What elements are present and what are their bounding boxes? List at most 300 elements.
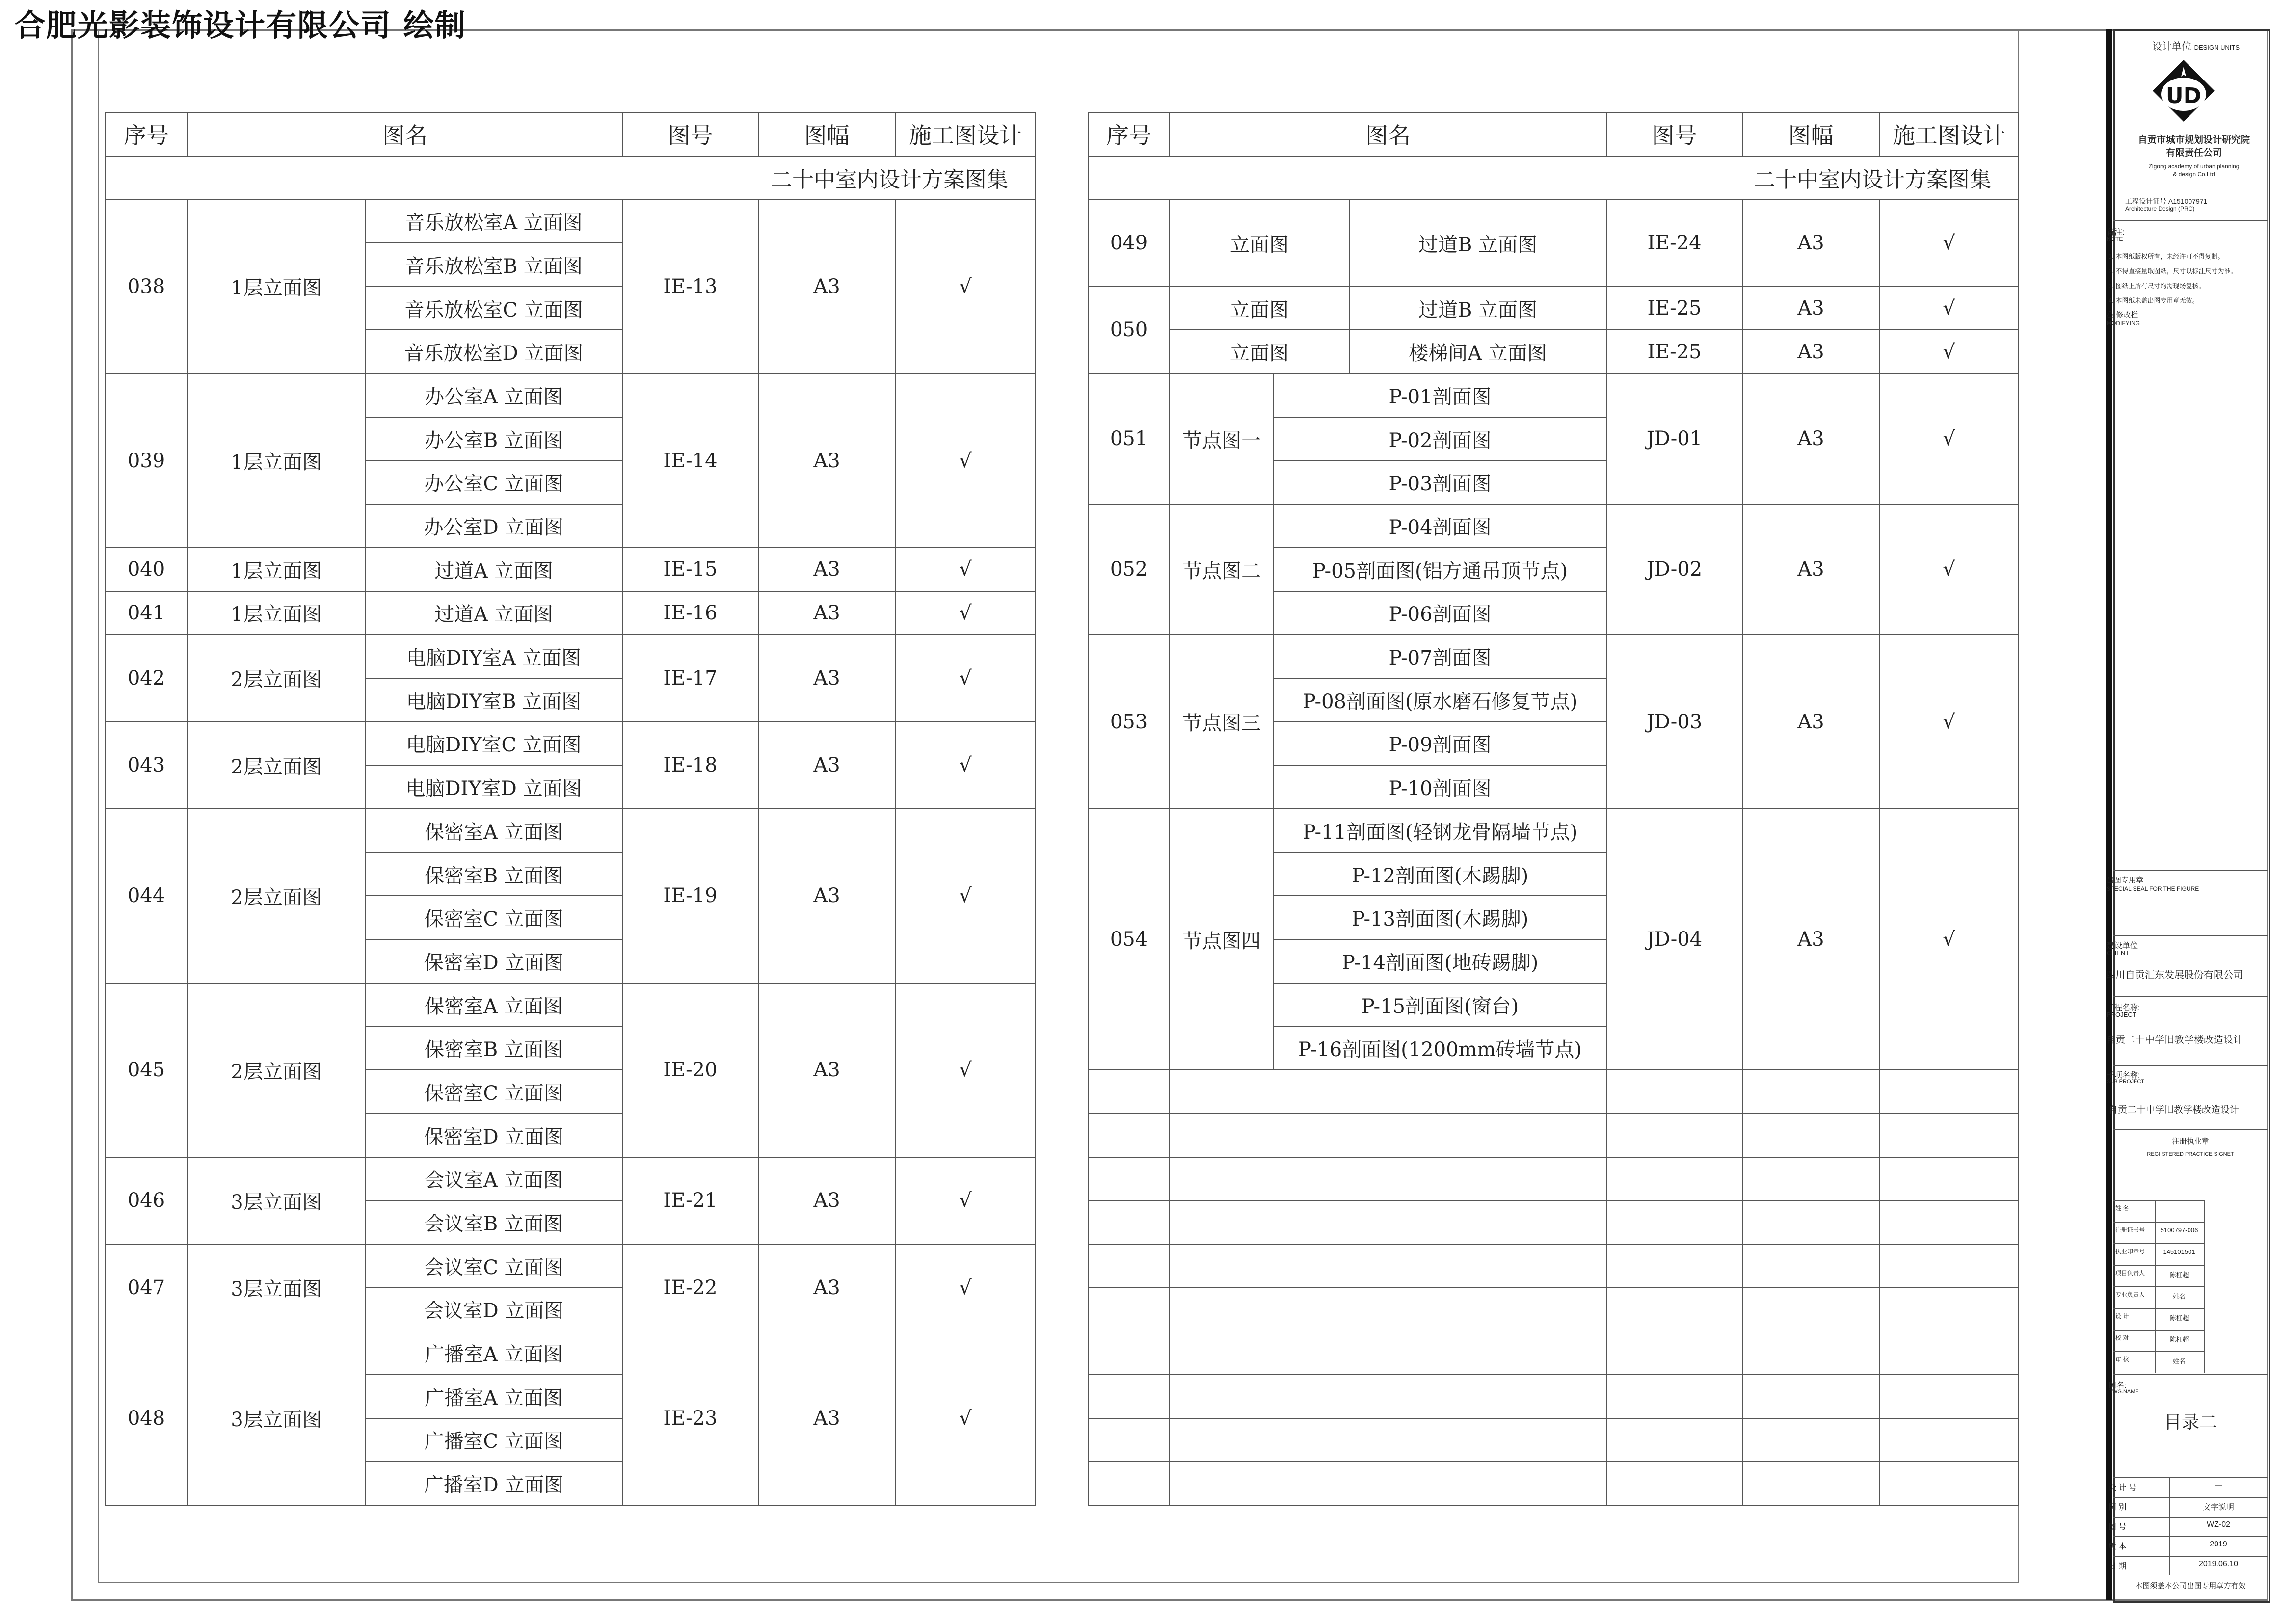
row-check: √ bbox=[895, 373, 1036, 548]
row-size: A3 bbox=[758, 548, 895, 591]
row-number: 051 bbox=[1088, 373, 1170, 504]
empty-cell bbox=[1088, 1418, 1170, 1462]
row-number: 047 bbox=[105, 1244, 187, 1331]
table-row bbox=[1088, 330, 2019, 373]
row-drawing-name: 会议室A 立面图 bbox=[365, 1157, 622, 1201]
table-row bbox=[105, 1157, 1036, 1201]
sig-value: 陈杠超 bbox=[2169, 1336, 2189, 1343]
header-name: 图名 bbox=[1170, 112, 1606, 156]
sig-value: 陈杠超 bbox=[2169, 1271, 2189, 1278]
empty-cell bbox=[1170, 1200, 1606, 1244]
table-row bbox=[105, 1244, 1036, 1288]
row-code: IE-17 bbox=[622, 635, 758, 721]
info-label: 图 别 bbox=[2109, 1503, 2127, 1512]
row-code: JD-01 bbox=[1606, 373, 1742, 504]
certificate-en: Architecture Design (PRC) bbox=[2125, 205, 2195, 212]
row-size: A3 bbox=[1742, 373, 1879, 504]
row-number: 039 bbox=[105, 373, 187, 548]
info-value: 2019 bbox=[2210, 1540, 2227, 1548]
row-drawing-name: 保密室B 立面图 bbox=[365, 852, 622, 896]
drawing-name-label: 图名: bbox=[2109, 1382, 2127, 1390]
row-drawing-name: P-01剖面图 bbox=[1274, 373, 1606, 417]
row-drawing-name: 过道B 立面图 bbox=[1349, 287, 1606, 330]
empty-cell bbox=[1879, 1462, 2019, 1505]
table-row bbox=[105, 983, 1036, 1027]
row-drawing-name: 楼梯间A 立面图 bbox=[1349, 330, 1606, 373]
row-size: A3 bbox=[758, 591, 895, 635]
info-value: 文字说明 bbox=[2202, 1503, 2234, 1512]
table-row bbox=[1088, 504, 2019, 548]
row-category: 3层立面图 bbox=[187, 1331, 365, 1505]
row-drawing-name: 保密室A 立面图 bbox=[365, 983, 622, 1027]
empty-row bbox=[1088, 1244, 2019, 1288]
row-drawing-name: P-02剖面图 bbox=[1274, 417, 1606, 461]
row-check: √ bbox=[1879, 635, 2019, 809]
row-drawing-name: 会议室D 立面图 bbox=[365, 1288, 622, 1331]
set-title: 二十中室内设计方案图集 bbox=[105, 156, 1036, 200]
row-code: IE-18 bbox=[622, 722, 758, 809]
header-design: 施工图设计 bbox=[1879, 112, 2019, 156]
institute-name-en: Zigong academy of urban planning bbox=[2148, 163, 2240, 170]
design-unit-label: 设计单位 DESIGN UNITS bbox=[2152, 41, 2240, 52]
notes-label-en: NOTE bbox=[2107, 236, 2123, 242]
tb-divider bbox=[2113, 996, 2268, 997]
row-category: 节点图二 bbox=[1170, 504, 1274, 635]
client-label-en: CLIENT bbox=[2107, 949, 2130, 957]
row-drawing-name: 过道A 立面图 bbox=[365, 591, 622, 635]
row-drawing-name: 过道B 立面图 bbox=[1349, 199, 1606, 286]
empty-cell bbox=[1742, 1288, 1879, 1331]
seal-label: 出图专用章 bbox=[2107, 876, 2144, 884]
table-row bbox=[1088, 373, 2019, 417]
table-row bbox=[105, 722, 1036, 766]
sig-value: 5100797-006 bbox=[2160, 1226, 2198, 1234]
registration-label: 注册执业章 bbox=[2172, 1137, 2209, 1145]
empty-cell bbox=[1879, 1244, 2019, 1288]
table-row bbox=[105, 591, 1036, 635]
table-row bbox=[105, 1331, 1036, 1375]
header-design: 施工图设计 bbox=[895, 112, 1036, 156]
sig-value: 陈杠超 bbox=[2169, 1314, 2189, 1322]
set-title-row bbox=[105, 156, 1036, 200]
note-line: 1. 本图纸版权所有，未经许可不得复制。 bbox=[2109, 253, 2224, 260]
row-drawing-name: P-16剖面图(1200mm砖墙节点) bbox=[1274, 1026, 1606, 1070]
row-category: 2层立面图 bbox=[187, 983, 365, 1157]
row-drawing-name: P-03剖面图 bbox=[1274, 461, 1606, 505]
row-check: √ bbox=[895, 548, 1036, 591]
sig-row-divider bbox=[2113, 1330, 2204, 1331]
drawing-name: 目录二 bbox=[2163, 1412, 2217, 1433]
row-number: 052 bbox=[1088, 504, 1170, 635]
row-number: 054 bbox=[1088, 809, 1170, 1070]
info-label: 图 号 bbox=[2109, 1523, 2127, 1531]
institute-name: 自贡市城市规划设计研究院 bbox=[2137, 135, 2250, 145]
row-code: IE-23 bbox=[622, 1331, 758, 1505]
row-number: 040 bbox=[105, 548, 187, 591]
empty-cell bbox=[1879, 1157, 2019, 1201]
empty-cell bbox=[1742, 1331, 1879, 1375]
info-row-divider bbox=[2113, 1536, 2268, 1537]
row-code: IE-25 bbox=[1606, 330, 1742, 373]
row-size: A3 bbox=[1742, 504, 1879, 635]
row-size: A3 bbox=[758, 1331, 895, 1505]
sig-value: — bbox=[2176, 1205, 2183, 1212]
row-drawing-name: 办公室D 立面图 bbox=[365, 504, 622, 548]
project-label-en: PROJECT bbox=[2107, 1011, 2136, 1018]
empty-row bbox=[1088, 1462, 2019, 1505]
row-category: 1层立面图 bbox=[187, 548, 365, 591]
row-code: IE-16 bbox=[622, 591, 758, 635]
sig-col-divider bbox=[2155, 1200, 2156, 1373]
table-row bbox=[105, 199, 1036, 243]
empty-cell bbox=[1879, 1070, 2019, 1114]
row-drawing-name: 音乐放松室A 立面图 bbox=[365, 199, 622, 243]
header-code: 图号 bbox=[1606, 112, 1742, 156]
set-title: 二十中室内设计方案图集 bbox=[1088, 156, 2019, 200]
row-size: A3 bbox=[758, 983, 895, 1157]
sig-label: 设 计 bbox=[2115, 1313, 2129, 1320]
header-code: 图号 bbox=[622, 112, 758, 156]
row-code: IE-20 bbox=[622, 983, 758, 1157]
row-category: 2层立面图 bbox=[187, 635, 365, 721]
row-check: √ bbox=[895, 199, 1036, 373]
subproject-name: 自贡二十中学旧教学楼改造设计 bbox=[2109, 1105, 2240, 1115]
row-category: 1层立面图 bbox=[187, 591, 365, 635]
empty-cell bbox=[1606, 1331, 1742, 1375]
row-drawing-name: 办公室C 立面图 bbox=[365, 461, 622, 505]
empty-cell bbox=[1742, 1244, 1879, 1288]
row-category: 3层立面图 bbox=[187, 1157, 365, 1244]
table-row bbox=[1088, 287, 2019, 330]
info-value: 2019.06.10 bbox=[2198, 1560, 2239, 1568]
empty-cell bbox=[1879, 1418, 2019, 1462]
empty-cell bbox=[1606, 1375, 1742, 1418]
header-size: 图幅 bbox=[1742, 112, 1879, 156]
row-drawing-name: 电脑DIY室C 立面图 bbox=[365, 722, 622, 766]
row-drawing-name: 过道A 立面图 bbox=[365, 548, 622, 591]
info-row-divider bbox=[2113, 1517, 2268, 1518]
empty-row bbox=[1088, 1331, 2019, 1375]
empty-cell bbox=[1170, 1114, 1606, 1157]
empty-row bbox=[1088, 1157, 2019, 1201]
notes-label: 备注: bbox=[2107, 228, 2125, 237]
header-row bbox=[1088, 112, 2019, 156]
institute-name-en-2: & design Co.Ltd bbox=[2173, 171, 2215, 178]
empty-cell bbox=[1088, 1200, 1170, 1244]
sig-row-divider bbox=[2113, 1308, 2204, 1309]
drawing-name-label-en: DWG.NAME bbox=[2109, 1389, 2139, 1395]
row-drawing-name: 保密室D 立面图 bbox=[365, 939, 622, 983]
header-row bbox=[105, 112, 1036, 156]
note-line: 2. 不得直接量取图纸，尺寸以标注尺寸为准。 bbox=[2109, 267, 2237, 275]
row-drawing-name: P-11剖面图(轻钢龙骨隔墙节点) bbox=[1274, 809, 1606, 852]
empty-cell bbox=[1170, 1157, 1606, 1201]
row-drawing-name: 广播室A 立面图 bbox=[365, 1375, 622, 1418]
row-drawing-name: 保密室D 立面图 bbox=[365, 1114, 622, 1157]
empty-cell bbox=[1879, 1114, 2019, 1157]
sig-label: 项目负责人 bbox=[2115, 1270, 2145, 1277]
tb-divider bbox=[2113, 1065, 2268, 1066]
company-stamp: 合肥光影装饰设计有限公司 绘制 bbox=[15, 7, 466, 43]
client-label: 建设单位 bbox=[2107, 942, 2138, 950]
row-code: IE-22 bbox=[622, 1244, 758, 1331]
row-check: √ bbox=[1879, 330, 2019, 373]
sig-label: 执业印章号 bbox=[2115, 1248, 2145, 1255]
info-row-divider bbox=[2113, 1497, 2268, 1498]
index-table-left bbox=[105, 112, 1036, 1506]
info-value: — bbox=[2215, 1481, 2222, 1490]
empty-cell bbox=[1742, 1114, 1879, 1157]
row-code: IE-25 bbox=[1606, 287, 1742, 330]
empty-cell bbox=[1088, 1244, 1170, 1288]
row-number: 044 bbox=[105, 809, 187, 983]
row-code: IE-19 bbox=[622, 809, 758, 983]
seal-label-en: SPECIAL SEAL FOR THE FIGURE bbox=[2107, 885, 2199, 892]
empty-cell bbox=[1606, 1244, 1742, 1288]
row-check: √ bbox=[895, 983, 1036, 1157]
empty-cell bbox=[1088, 1375, 1170, 1418]
row-drawing-name: 音乐放松室B 立面图 bbox=[365, 243, 622, 287]
empty-cell bbox=[1879, 1288, 2019, 1331]
index-table-right bbox=[1088, 112, 2019, 1506]
row-check: √ bbox=[1879, 199, 2019, 286]
row-drawing-name: P-15剖面图(窗台) bbox=[1274, 983, 1606, 1027]
empty-cell bbox=[1170, 1375, 1606, 1418]
header-number: 序号 bbox=[1088, 112, 1170, 156]
row-drawing-name: 广播室D 立面图 bbox=[365, 1462, 622, 1505]
row-check: √ bbox=[895, 809, 1036, 983]
empty-cell bbox=[1742, 1157, 1879, 1201]
row-category: 节点图三 bbox=[1170, 635, 1274, 809]
row-drawing-name: P-05剖面图(铝方通吊顶节点) bbox=[1274, 548, 1606, 591]
row-size: A3 bbox=[758, 1244, 895, 1331]
project-name: 自贡二十中学旧教学楼改造设计 bbox=[2106, 1035, 2243, 1045]
row-number: 046 bbox=[105, 1157, 187, 1244]
row-category: 2层立面图 bbox=[187, 722, 365, 809]
subproject-label: 子项名称: bbox=[2107, 1071, 2140, 1080]
row-number: 043 bbox=[105, 722, 187, 809]
sig-label: 审 核 bbox=[2115, 1356, 2129, 1363]
row-check: √ bbox=[895, 635, 1036, 721]
empty-cell bbox=[1606, 1200, 1742, 1244]
row-drawing-name: 办公室B 立面图 bbox=[365, 417, 622, 461]
empty-cell bbox=[1170, 1288, 1606, 1331]
empty-cell bbox=[1742, 1375, 1879, 1418]
table-row bbox=[1088, 199, 2019, 286]
row-drawing-name: 电脑DIY室A 立面图 bbox=[365, 635, 622, 678]
row-drawing-name: P-10剖面图 bbox=[1274, 765, 1606, 809]
empty-cell bbox=[1088, 1157, 1170, 1201]
row-size: A3 bbox=[1742, 199, 1879, 286]
table-row bbox=[105, 809, 1036, 852]
empty-row bbox=[1088, 1200, 2019, 1244]
info-row-divider bbox=[2113, 1556, 2268, 1557]
row-category: 立面图 bbox=[1170, 287, 1349, 330]
info-label: 版 本 bbox=[2109, 1543, 2127, 1551]
row-check: √ bbox=[1879, 504, 2019, 635]
sig-row-divider bbox=[2113, 1200, 2204, 1201]
sig-row-divider bbox=[2113, 1286, 2204, 1287]
row-code: IE-14 bbox=[622, 373, 758, 548]
row-category: 1层立面图 bbox=[187, 199, 365, 373]
empty-cell bbox=[1879, 1200, 2019, 1244]
row-category: 3层立面图 bbox=[187, 1244, 365, 1331]
row-code: JD-02 bbox=[1606, 504, 1742, 635]
table-row bbox=[1088, 809, 2019, 852]
row-drawing-name: 广播室A 立面图 bbox=[365, 1331, 622, 1375]
sig-value: 姓名 bbox=[2172, 1358, 2186, 1365]
empty-row bbox=[1088, 1375, 2019, 1418]
client-name: 四川自贡汇东发展股份有限公司 bbox=[2106, 970, 2243, 981]
row-drawing-name: 保密室C 立面图 bbox=[365, 896, 622, 939]
row-category: 节点图一 bbox=[1170, 373, 1274, 504]
empty-cell bbox=[1742, 1418, 1879, 1462]
empty-cell bbox=[1606, 1418, 1742, 1462]
table-row bbox=[1088, 635, 2019, 678]
tb-divider bbox=[2113, 870, 2268, 871]
row-category: 立面图 bbox=[1170, 199, 1349, 286]
row-size: A3 bbox=[1742, 287, 1879, 330]
sig-value: 姓名 bbox=[2172, 1293, 2186, 1300]
row-number: 045 bbox=[105, 983, 187, 1157]
row-check: √ bbox=[1879, 373, 2019, 504]
row-size: A3 bbox=[1742, 809, 1879, 1070]
row-drawing-name: 电脑DIY室B 立面图 bbox=[365, 678, 622, 722]
row-drawing-name: P-08剖面图(原水磨石修复节点) bbox=[1274, 678, 1606, 722]
info-value: WZ-02 bbox=[2207, 1520, 2230, 1529]
row-size: A3 bbox=[758, 809, 895, 983]
row-drawing-name: 音乐放松室C 立面图 bbox=[365, 287, 622, 330]
row-check: √ bbox=[895, 1157, 1036, 1244]
tb-divider bbox=[2113, 1374, 2268, 1375]
subproject-label-en: SUB PROJECT bbox=[2107, 1079, 2145, 1085]
sig-row-divider bbox=[2113, 1222, 2204, 1223]
institute-name-2: 有限责任公司 bbox=[2165, 148, 2222, 158]
row-code: IE-13 bbox=[622, 199, 758, 373]
row-size: A3 bbox=[758, 1157, 895, 1244]
sig-label: 校 对 bbox=[2115, 1334, 2129, 1341]
empty-cell bbox=[1879, 1375, 2019, 1418]
empty-cell bbox=[1606, 1070, 1742, 1114]
empty-cell bbox=[1170, 1244, 1606, 1288]
row-drawing-name: 会议室C 立面图 bbox=[365, 1244, 622, 1288]
row-code: IE-24 bbox=[1606, 199, 1742, 286]
row-drawing-name: P-13剖面图(木踢脚) bbox=[1274, 896, 1606, 939]
empty-cell bbox=[1088, 1070, 1170, 1114]
row-category: 立面图 bbox=[1170, 330, 1349, 373]
sig-value: 145101501 bbox=[2163, 1248, 2195, 1255]
row-drawing-name: 保密室C 立面图 bbox=[365, 1070, 622, 1114]
certificate-number: 工程设计证号 A151007971 bbox=[2125, 197, 2208, 205]
info-label: 日 期 bbox=[2109, 1562, 2127, 1571]
empty-row bbox=[1088, 1418, 2019, 1462]
row-code: IE-21 bbox=[622, 1157, 758, 1244]
empty-row bbox=[1088, 1114, 2019, 1157]
tb-divider bbox=[2113, 1129, 2268, 1130]
row-size: A3 bbox=[758, 199, 895, 373]
sig-label: 专业负责人 bbox=[2115, 1291, 2145, 1298]
tb-divider bbox=[2113, 220, 2268, 221]
header-number: 序号 bbox=[105, 112, 187, 156]
row-category: 2层立面图 bbox=[187, 809, 365, 983]
set-title-row bbox=[1088, 156, 2019, 200]
empty-cell bbox=[1170, 1331, 1606, 1375]
row-code: JD-04 bbox=[1606, 809, 1742, 1070]
empty-cell bbox=[1606, 1462, 1742, 1505]
row-drawing-name: P-07剖面图 bbox=[1274, 635, 1606, 678]
table-row bbox=[105, 373, 1036, 417]
empty-cell bbox=[1742, 1200, 1879, 1244]
row-number: 049 bbox=[1088, 199, 1170, 286]
row-check: √ bbox=[895, 1331, 1036, 1505]
institute-logo bbox=[2151, 58, 2216, 124]
row-number: 042 bbox=[105, 635, 187, 721]
row-number: 048 bbox=[105, 1331, 187, 1505]
row-drawing-name: P-14剖面图(地砖踢脚) bbox=[1274, 939, 1606, 983]
row-check: √ bbox=[895, 1244, 1036, 1331]
sig-label: 姓 名 bbox=[2115, 1205, 2129, 1212]
row-check: √ bbox=[1879, 287, 2019, 330]
row-check: √ bbox=[1879, 809, 2019, 1070]
empty-cell bbox=[1170, 1418, 1606, 1462]
row-drawing-name: 办公室A 立面图 bbox=[365, 373, 622, 417]
modify-label-en: MODIFYING bbox=[2107, 320, 2140, 327]
row-category: 1层立面图 bbox=[187, 373, 365, 548]
row-number: 050 bbox=[1088, 287, 1170, 373]
empty-cell bbox=[1088, 1462, 1170, 1505]
sig-row-divider bbox=[2113, 1243, 2204, 1244]
empty-cell bbox=[1088, 1331, 1170, 1375]
empty-row bbox=[1088, 1288, 2019, 1331]
sig-label: 注册证书号 bbox=[2115, 1226, 2145, 1233]
row-drawing-name: 广播室C 立面图 bbox=[365, 1418, 622, 1462]
empty-cell bbox=[1606, 1157, 1742, 1201]
sig-row-divider bbox=[2113, 1351, 2204, 1352]
project-label: 工程名称: bbox=[2107, 1004, 2140, 1012]
table-row bbox=[105, 635, 1036, 678]
note-line: 3. 图纸上所有尺寸均需现场复核。 bbox=[2109, 282, 2205, 290]
sig-row-divider bbox=[2113, 1265, 2204, 1266]
empty-cell bbox=[1879, 1331, 2019, 1375]
empty-cell bbox=[1742, 1462, 1879, 1505]
row-drawing-name: P-04剖面图 bbox=[1274, 504, 1606, 548]
logo-text: UD bbox=[2165, 83, 2202, 108]
row-drawing-name: P-12剖面图(木踢脚) bbox=[1274, 852, 1606, 896]
row-drawing-name: 电脑DIY室D 立面图 bbox=[365, 765, 622, 809]
info-label: 设 计 号 bbox=[2109, 1484, 2136, 1492]
row-number: 038 bbox=[105, 199, 187, 373]
row-drawing-name: 保密室A 立面图 bbox=[365, 809, 622, 852]
row-category: 节点图四 bbox=[1170, 809, 1274, 1070]
title-block bbox=[2113, 29, 2270, 1603]
header-name: 图名 bbox=[187, 112, 622, 156]
row-drawing-name: 保密室B 立面图 bbox=[365, 1026, 622, 1070]
table-row bbox=[105, 548, 1036, 591]
row-size: A3 bbox=[1742, 635, 1879, 809]
info-row-divider bbox=[2113, 1477, 2268, 1478]
note-line: 4. 本图纸未盖出图专用章无效。 bbox=[2109, 297, 2199, 304]
modify-label: ⚠ 修改栏 bbox=[2107, 311, 2138, 319]
row-check: √ bbox=[895, 722, 1036, 809]
tb-divider bbox=[2113, 935, 2268, 936]
row-check: √ bbox=[895, 591, 1036, 635]
empty-cell bbox=[1606, 1114, 1742, 1157]
row-size: A3 bbox=[758, 635, 895, 721]
row-drawing-name: P-09剖面图 bbox=[1274, 722, 1606, 766]
empty-cell bbox=[1088, 1114, 1170, 1157]
sig-col-divider bbox=[2204, 1200, 2205, 1373]
header-size: 图幅 bbox=[758, 112, 895, 156]
